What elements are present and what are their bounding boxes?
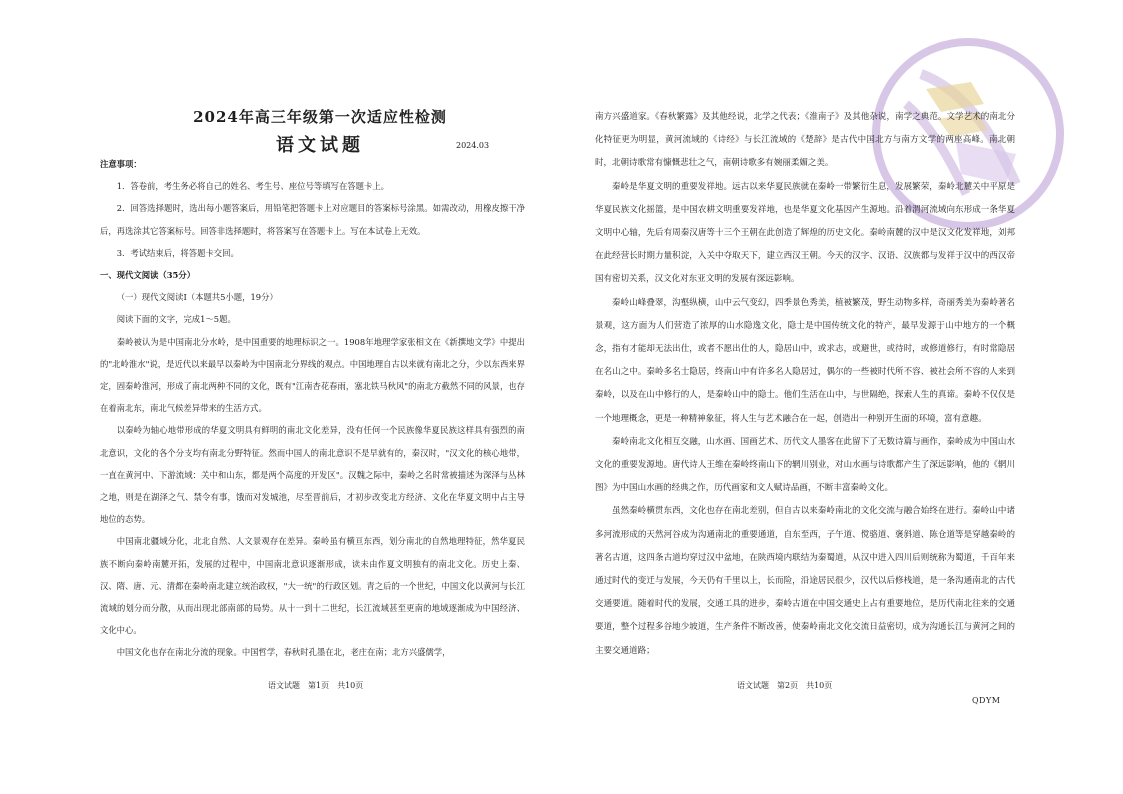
- passage-paragraph: 秦岭山峰叠翠，沟壑纵横，山中云气变幻，四季景色秀美，植被繁茂，野生动物多样，奇丽秀美为秦岭著名景观，这方面为人们营造了浓厚的山水隐逸文化，隐士是中国传统文化的特产，最早发源于山中地方的一个概念，指有才能却无法出仕，或者不愿出仕的人，隐居山中，或求志，或避世，或待时，或修道修行，有时常隐居在名山之中。秦岭多名士隐居，终南山中有许多名人隐居过，偶尔的一些被时代所不容、被社会所不容的人来到秦岭，以及在山中修行的人，是秦岭山中的隐士。他们生活在山中，与世隔绝，探索人生的真谛。秦岭不仅仅是一个地理概念，更是一种精神象征，将人生与艺术融合在一起，创造出一种别开生面的环境，富有意趣。: [595, 297, 1015, 424]
- exam-subject: 语文试题: [276, 135, 364, 156]
- page-footer-left: 语文试题 第1页 共10页: [268, 681, 364, 690]
- notice-item: 3．考试结束后，将答题卡交回。: [116, 247, 239, 258]
- document-code: QDYM: [972, 696, 1001, 705]
- exam-title: 2024年高三年级第一次适应性检测: [193, 108, 447, 126]
- page-footer-right: 语文试题 第2页 共10页: [737, 681, 833, 690]
- right-page-body: [595, 106, 1015, 663]
- exam-date: 2024.03: [456, 141, 490, 150]
- notice-heading: 注意事项：: [100, 159, 142, 169]
- passage-paragraph: 秦岭被认为是中国南北分水岭，是中国重要的地理标识之一。1908年地理学家张相文在《新撰地文学》中提出的"北岭淮水"说，是近代以来最早以秦岭为中国南北分界线的观点。中国地理自古以来就有南北之分，少以东西来界定，固秦岭淮河，形成了南北两种不同的文化，既有"江南杏花春雨，塞北铁马秋风"的南北方截然不同的风景，也存在着南北东，南北气候差异带来的生活方式。: [100, 336, 525, 414]
- reading-instruction: 阅读下面的文字，完成1～5题。: [116, 314, 236, 325]
- passage-paragraph: 虽然秦岭横贯东西，文化也存在南北差别，但自古以来秦岭南北的文化交流与融合始终在进行。秦岭山中诸多河流形成的天然河谷成为沟通南北的重要通道，自东至西，子午道、傥骆道、褒斜道、陈仓道等是穿越秦岭的著名古道，这四条古道均穿过汉中盆地，在陕西境内联结为秦蜀道，从汉中进入四川后则统称为蜀道，千百年来通过时代的变迁与发展，今天仍有千里以上，长而险，沿途居民很少，汉代以后修栈道，是一条沟通南北的古代交通要道。随着时代的发展，交通工具的进步，秦岭古道在中国交通史上占有重要地位，是历代南北往来的交通要道，整个过程多谷地少坡道，生产条件不断改善，使秦岭南北文化交流日益密切，成为沟通长江与黄河之间的主要交通道路；: [595, 506, 1015, 656]
- passage-paragraph: 秦岭南北文化相互交融，山水画、国画艺术、历代文人墨客在此留下了无数诗篇与画作，秦岭成为中国山水文化的重要发源地。唐代诗人王维在秦岭终南山下的辋川别业，对山水画与诗歌都产生了深远影响，他的《辋川图》为中国山水画的经典之作，历代画家和文人赋诗品画，不断丰富秦岭文化。: [595, 436, 1015, 494]
- section-heading: 一、现代文阅读（35分）: [100, 270, 196, 281]
- passage-paragraph: 南方兴盛道家。《春秋繁露》及其他经说，北学之代表；《淮南子》及其他杂说，南学之典范。文学艺术的南北分化特征更为明显，黄河流域的《诗经》与长江流域的《楚辞》是古代中国北方与南方文学的两座高峰。南北朝时，北朝诗歌常有慷慨悲壮之气，南朝诗歌多有婉丽柔媚之美。: [595, 112, 1015, 169]
- passage-paragraph: 秦岭是华夏文明的重要发祥地。远古以来华夏民族就在秦岭一带繁衍生息，发展繁荣，秦岭北麓关中平原是华夏民族文化摇篮，是中国农耕文明重要发祥地，也是华夏文化基因产生源地。沿着渭河流域向东形成一条华夏文明中心轴，先后有周秦汉唐等十三个王朝在此创造了辉煌的历史文化。秦岭南麓的汉中是汉文化发祥地，刘邦在此经营长时期力量积淀，入关中夺取天下，建立西汉王朝。今天的汉字、汉语、汉族都与发祥于汉中的西汉帝国有密切关系，汉文化对东亚文明的发展有深远影响。: [595, 181, 1015, 285]
- passage-paragraph: 中国文化也存在南北分流的现象。中国哲学，春秋时孔墨在北，老庄在南；北方兴盛儒学，: [116, 647, 451, 658]
- subsection-heading: （一）现代文阅读Ⅰ（本题共5小题，19分）: [116, 292, 278, 303]
- passage-paragraph: 中国南北疆域分化，北北自然、人文景观存在差异。秦岭虽有横亘东西，划分南北的自然地理特征，然华夏民族不断向秦岭南麓开拓，发展的过程中，中国南北意识逐渐形成，读未由作夏文明独有的南北文化。历史上秦、汉、隋、唐、元、清都在秦岭南北建立统治政权，"大一统"的行政区划。青之后的一个世纪，中国文化以黄河与长江流域的划分而分散，从而出现北部南部的局势。从十一到十二世纪，长江流域甚至更南的地域逐渐成为中国经济、文化中心。: [100, 536, 525, 636]
- notice-item: 1．答卷前，考生务必将自己的姓名、考生号、座位号等填写在答题卡上。: [116, 181, 390, 192]
- passage-paragraph: 以秦岭为轴心地带形成的华夏文明具有鲜明的南北文化差异，没有任何一个民族像华夏民族这样具有强烈的南北意识，文化的各个分支均有南北分野特征。然而中国人的南北意识不是早就有的，秦汉时，"汉文化的核心地带，一直在黄河中、下游流域：关中和山东，都是两个高度的开发区"。汉魏之际中，秦岭之名时常被描述为深泽与丛林之地，则是在湖泽之气、禁令有事，饿而对发城池，尽至晋前后，才初步改变北方经济、文化在华夏文明中占主导地位的态势。: [100, 425, 525, 525]
- notice-item: 2．回答选择题时，选出每小题答案后，用铅笔把答题卡上对应题目的答案标号涂黑。如需改动，用橡皮擦干净后，再选涂其它答案标号。回答非选择题时，将答案写在答题卡上。写在本试卷上无效。: [100, 203, 525, 236]
- left-page-body: [100, 153, 525, 664]
